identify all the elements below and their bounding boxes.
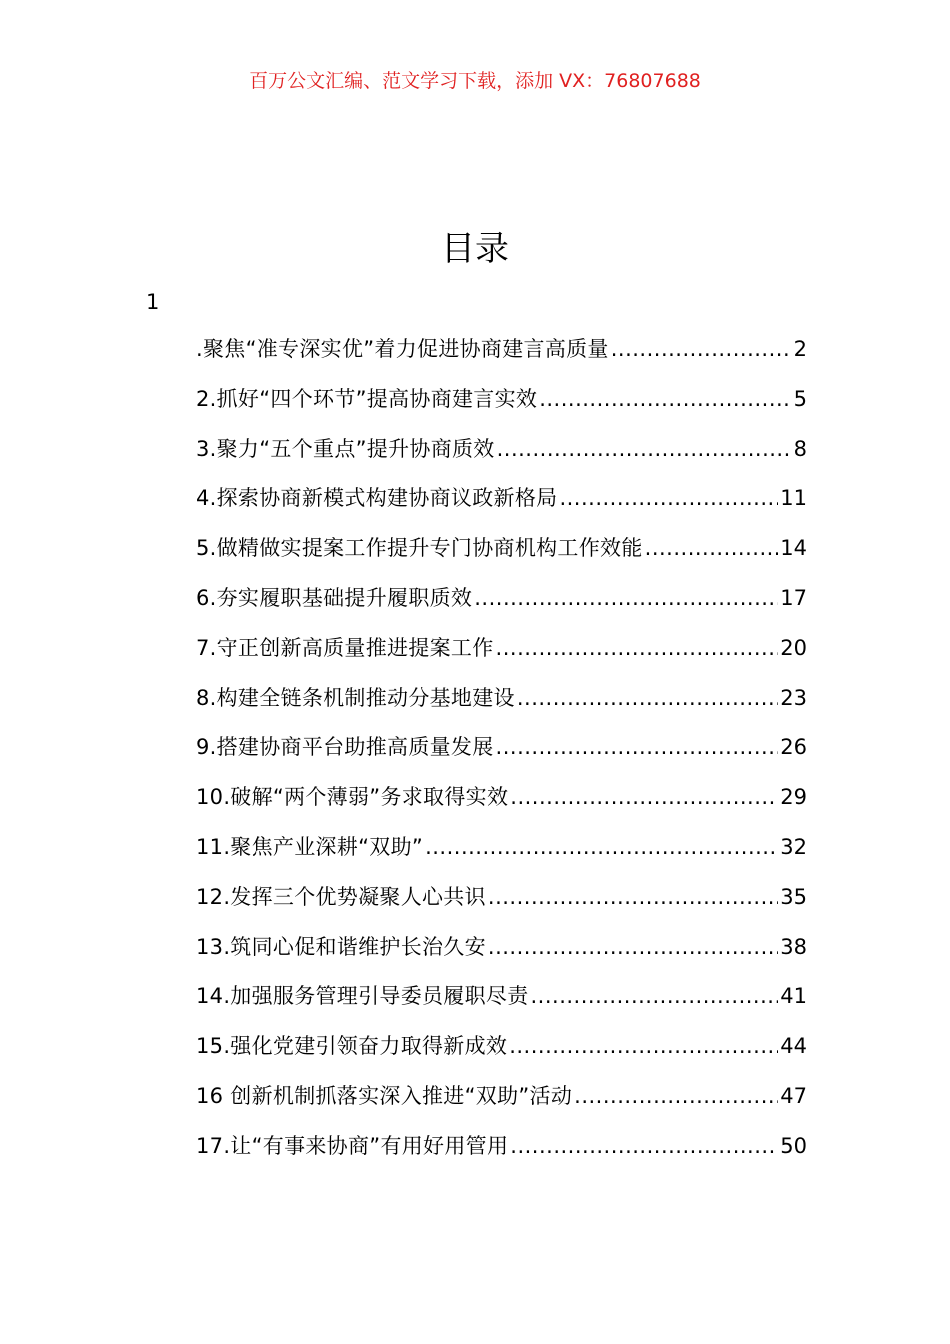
- toc-entry-page: 29: [780, 785, 807, 810]
- toc-entry-text: 7.守正创新高质量推进提案工作: [196, 635, 494, 660]
- toc-leader-dots: [510, 779, 778, 815]
- toc-entry-1[interactable]: [196, 331, 807, 381]
- toc-entry-15[interactable]: [196, 1028, 807, 1078]
- toc-entry-text: 13.筑同心促和谐维护长治久安: [196, 934, 486, 959]
- toc-entry-13[interactable]: [196, 929, 807, 979]
- toc-entry-10[interactable]: [196, 779, 807, 829]
- toc-entry-text: 14.加强服务管理引导委员履职尽责: [196, 984, 529, 1009]
- toc-entry-6[interactable]: [196, 580, 807, 630]
- toc-entry-page: 14: [780, 536, 807, 561]
- toc-entry-7[interactable]: [196, 630, 807, 680]
- toc-leader-dots: [510, 1128, 778, 1164]
- toc-leader-dots: [611, 331, 792, 367]
- toc-entry-14[interactable]: [196, 978, 807, 1028]
- toc-entry-page: 17: [780, 585, 807, 610]
- toc-list: [196, 331, 807, 1178]
- toc-leader-dots: [559, 480, 778, 516]
- toc-entry-17[interactable]: [196, 1128, 807, 1178]
- toc-leader-dots: [425, 829, 778, 865]
- toc-entry-16[interactable]: [196, 1078, 807, 1128]
- toc-entry-text: 10.破解“两个薄弱”务求取得实效: [196, 785, 509, 810]
- toc-entry-text: .聚焦“准专深实优”着力促进协商建言高质量: [196, 337, 609, 361]
- toc-entry-2[interactable]: [196, 381, 807, 431]
- toc-entry-3[interactable]: [196, 431, 807, 481]
- toc-leader-dots: [539, 381, 791, 417]
- toc-entry-page: 44: [780, 1034, 807, 1059]
- toc-leader-dots: [574, 1078, 778, 1114]
- toc-leader-dots: [517, 680, 778, 716]
- toc-entry-page: 23: [780, 685, 807, 710]
- toc-entry-text: 11.聚焦产业深耕“双助”: [196, 834, 424, 859]
- toc-leader-dots: [509, 1028, 778, 1064]
- stray-number: 1: [146, 290, 160, 314]
- toc-title: 目录: [441, 229, 509, 269]
- toc-entry-page: 2: [793, 337, 807, 361]
- toc-entry-11[interactable]: [196, 829, 807, 879]
- toc-entry-8[interactable]: [196, 680, 807, 730]
- toc-entry-page: 41: [780, 984, 807, 1009]
- toc-leader-dots: [531, 978, 779, 1014]
- toc-entry-page: 32: [780, 834, 807, 859]
- toc-leader-dots: [645, 530, 779, 566]
- toc-entry-12[interactable]: [196, 879, 807, 929]
- toc-entry-page: 20: [780, 635, 807, 660]
- toc-entry-text: 12.发挥三个优势凝聚人心共识: [196, 884, 486, 909]
- toc-entry-text: 3.聚力“五个重点”提升协商质效: [196, 436, 495, 461]
- toc-entry-page: 47: [780, 1083, 807, 1108]
- toc-entry-page: 35: [780, 884, 807, 909]
- toc-entry-text: 6.夯实履职基础提升履职质效: [196, 585, 473, 610]
- toc-entry-page: 26: [780, 735, 807, 760]
- toc-entry-text: 8.构建全链条机制推动分基地建设: [196, 685, 515, 710]
- header-banner: 百万公文汇编、范文学习下载，添加 VX：76807688: [249, 70, 701, 92]
- toc-leader-dots: [488, 929, 778, 965]
- toc-entry-page: 5: [793, 386, 807, 411]
- toc-entry-text: 16 创新机制抓落实深入推进“双助”活动: [196, 1083, 573, 1108]
- toc-entry-5[interactable]: [196, 530, 807, 580]
- toc-entry-text: 2.抓好“四个环节”提高协商建言实效: [196, 386, 538, 411]
- toc-entry-text: 5.做精做实提案工作提升专门协商机构工作效能: [196, 536, 643, 561]
- toc-entry-page: 38: [780, 934, 807, 959]
- toc-leader-dots: [497, 431, 792, 467]
- toc-entry-text: 9.搭建协商平台助推高质量发展: [196, 735, 494, 760]
- toc-entry-text: 15.强化党建引领奋力取得新成效: [196, 1034, 508, 1059]
- toc-entry-4[interactable]: [196, 480, 807, 530]
- toc-leader-dots: [496, 630, 779, 666]
- toc-leader-dots: [496, 729, 779, 765]
- toc-entry-page: 8: [793, 436, 807, 461]
- toc-entry-text: 17.让“有事来协商”有用好用管用: [196, 1133, 509, 1158]
- toc-entry-page: 11: [780, 486, 807, 511]
- toc-leader-dots: [474, 580, 778, 616]
- toc-entry-page: 50: [780, 1133, 807, 1158]
- toc-leader-dots: [488, 879, 778, 915]
- toc-entry-text: 4.探索协商新模式构建协商议政新格局: [196, 486, 558, 511]
- toc-entry-9[interactable]: [196, 729, 807, 779]
